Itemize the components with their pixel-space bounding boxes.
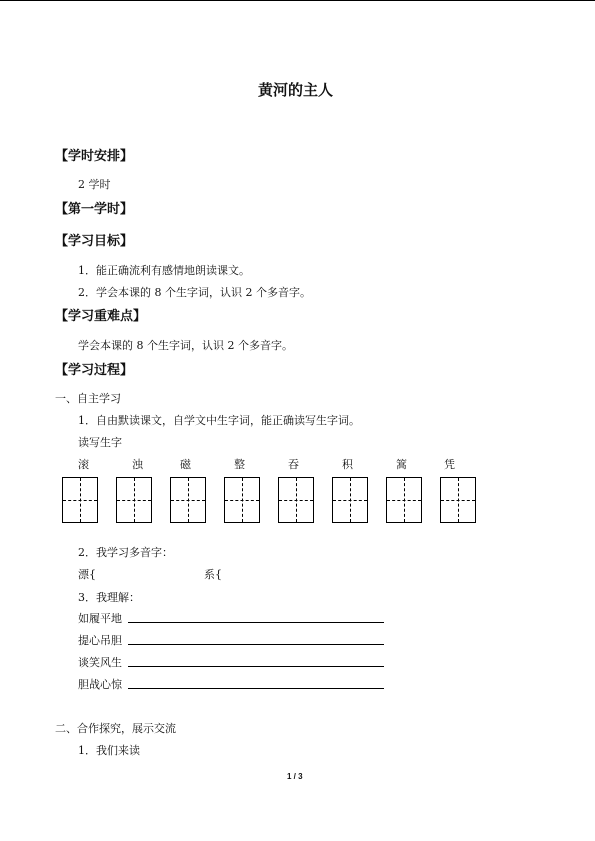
schedule-text: 2 学时 xyxy=(78,178,111,191)
part1-item-1: 1．自由默读课文，自学文中生字词，能正确读写生字词。 xyxy=(78,414,360,427)
key-points-heading: 【学习重难点】 xyxy=(55,309,147,324)
part1-item-2: 2．我学习多音字： xyxy=(78,546,173,559)
goals-heading: 【学习目标】 xyxy=(55,234,134,249)
character-1: 滚 xyxy=(78,458,89,471)
writing-grid-box-1[interactable] xyxy=(62,477,98,523)
writing-grid-box-8[interactable] xyxy=(440,477,476,523)
page-number: 1 / 3 xyxy=(287,772,303,781)
goal-item-1: 1．能正确流利有感情地朗读课文。 xyxy=(78,264,250,277)
idiom-2-answer-line[interactable] xyxy=(128,644,384,645)
idiom-3-label: 谈笑风生 xyxy=(78,656,122,669)
writing-grid-box-3[interactable] xyxy=(170,477,206,523)
character-2: 浊 xyxy=(132,458,143,471)
key-points-text: 学会本课的 8 个生字词，认识 2 个多音字。 xyxy=(78,339,293,352)
writing-grid-box-2[interactable] xyxy=(116,477,152,523)
character-5: 吞 xyxy=(288,458,299,471)
idiom-3-answer-line[interactable] xyxy=(128,666,384,667)
part2-item-1: 1．我们来读 xyxy=(78,744,140,757)
writing-grid-box-6[interactable] xyxy=(332,477,368,523)
character-8: 凭 xyxy=(444,458,455,471)
idiom-1-answer-line[interactable] xyxy=(128,622,384,623)
character-3: 磁 xyxy=(180,458,191,471)
schedule-heading: 【学时安排】 xyxy=(55,149,134,164)
page-title: 黄河的主人 xyxy=(258,81,334,99)
part2-heading: 二、合作探究，展示交流 xyxy=(55,722,176,735)
first-period-heading: 【第一学时】 xyxy=(55,202,134,217)
character-7: 篙 xyxy=(396,458,407,471)
goal-item-2: 2．学会本课的 8 个生字词，认识 2 个多音字。 xyxy=(78,286,311,299)
idiom-4-label: 胆战心惊 xyxy=(78,678,122,691)
writing-grid-box-4[interactable] xyxy=(224,477,260,523)
writing-grid-box-5[interactable] xyxy=(278,477,314,523)
writing-grid-box-7[interactable] xyxy=(386,477,422,523)
part1-item-3: 3．我理解： xyxy=(78,591,140,604)
character-4: 整 xyxy=(234,458,245,471)
polyphone-piao: 漂{ xyxy=(78,568,96,581)
idiom-1-label: 如履平地 xyxy=(78,612,122,625)
idiom-2-label: 提心吊胆 xyxy=(78,634,122,647)
read-write-label: 读写生字 xyxy=(78,436,122,449)
top-border-line xyxy=(0,0,595,1)
process-heading: 【学习过程】 xyxy=(55,363,134,378)
idiom-4-answer-line[interactable] xyxy=(128,688,384,689)
character-6: 积 xyxy=(342,458,353,471)
part1-heading: 一、自主学习 xyxy=(55,392,121,405)
polyphone-xi: 系{ xyxy=(204,568,222,581)
